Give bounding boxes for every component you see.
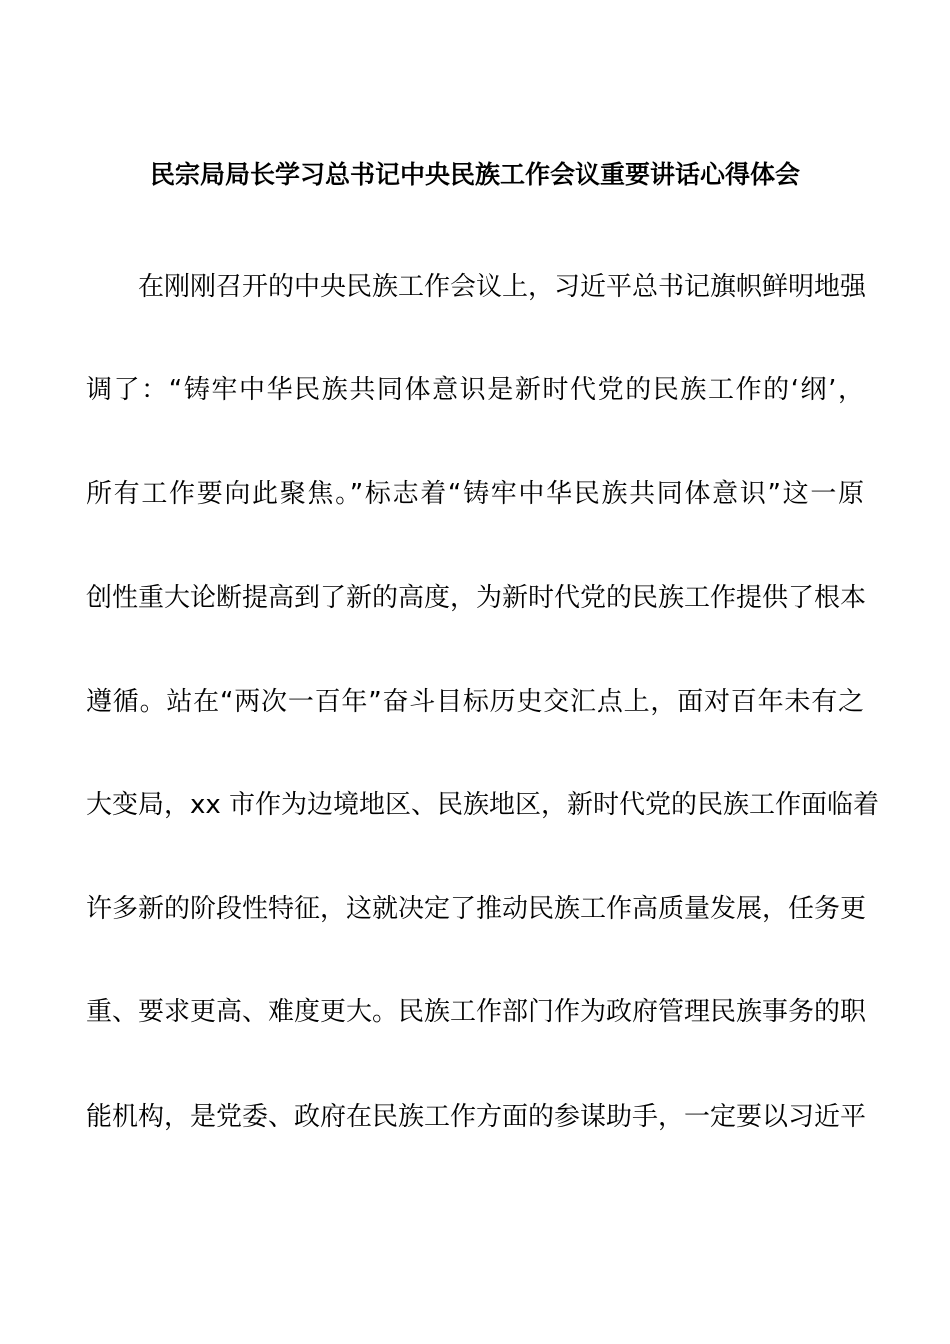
paragraph-line-3: 所有工作要向此聚焦。”标志着“铸牢中华民族共同体意识”这一原 bbox=[86, 479, 864, 509]
paragraph-line-9: 能机构，是党委、政府在民族工作方面的参谋助手，一定要以习近平 bbox=[86, 1102, 867, 1132]
paragraph-line-7: 许多新的阶段性特征，这就决定了推动民族工作高质量发展，任务更 bbox=[86, 894, 867, 924]
document-title: 民宗局局长学习总书记中央民族工作会议重要讲话心得体会 bbox=[149, 160, 800, 189]
paragraph-line-8: 重、要求更高、难度更大。民族工作部门作为政府管理民族事务的职 bbox=[86, 997, 867, 1027]
paragraph-line-6: 大变局，xx 市作为边境地区、民族地区，新时代党的民族工作面临着 bbox=[86, 790, 880, 820]
paragraph-line-2: 调了：“铸牢中华民族共同体意识是新时代党的民族工作的‘纲’， bbox=[86, 375, 864, 405]
paragraph-line-5: 遵循。站在“两次一百年”奋斗目标历史交汇点上，面对百年未有之 bbox=[86, 687, 864, 717]
paragraph-line-1: 在刚刚召开的中央民族工作会议上，习近平总书记旗帜鲜明地强 bbox=[138, 272, 867, 302]
paragraph-line-4: 创性重大论断提高到了新的高度，为新时代党的民族工作提供了根本 bbox=[86, 583, 867, 613]
